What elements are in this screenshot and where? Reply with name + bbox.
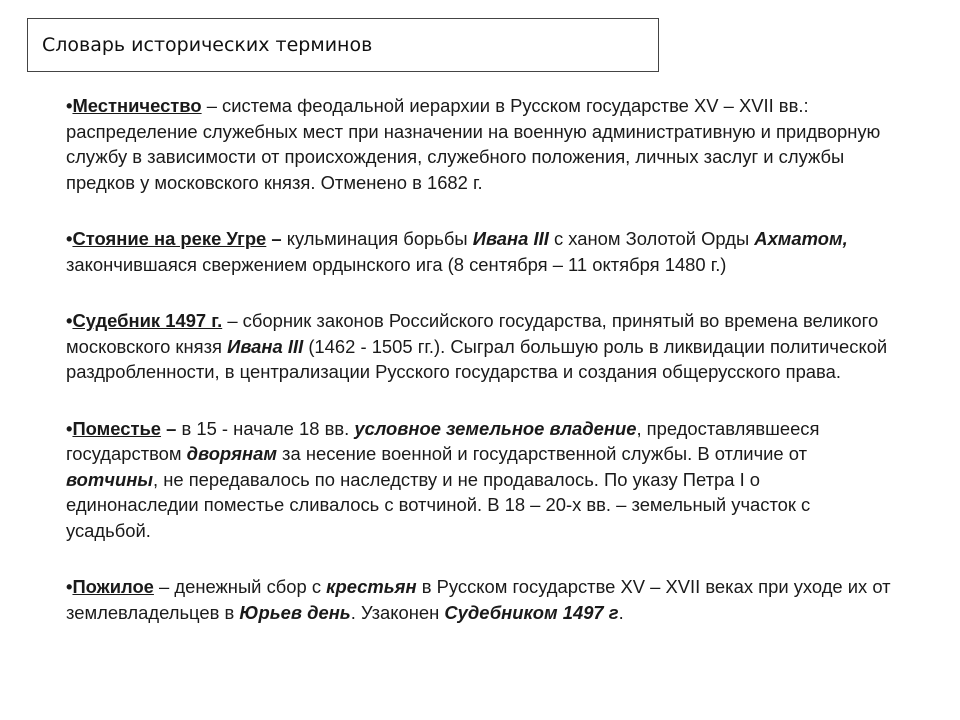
bullet: •: [66, 310, 73, 331]
glossary-entry-pozhiloe: [66, 574, 896, 625]
bullet: •: [66, 417, 73, 439]
emphasis-sudebnik: Судебником 1497 г: [444, 601, 619, 623]
emphasis-peasants: крестьян: [326, 576, 417, 597]
term-dash: –: [161, 417, 177, 439]
definition-text: закончившаяся свержением ордынского ига (8 сентября – 11 октября 1480 г.): [66, 253, 727, 275]
definition-text: в Русском государстве XV – XVII веках при уходе их от землевладельцев в: [66, 576, 891, 623]
bullet: •: [66, 228, 73, 249]
definition-text: кульминация борьбы: [286, 228, 473, 249]
definition-text: – система феодальной иерархии в Русском государстве XV – XVII вв.: распределение служебных мест при назначении на военную административную и придворную службу в зависимости от происхождения, служебного положения, личных заслуг и службы предков у московского князя. Отменено в 1682 г.: [66, 95, 881, 193]
term-mestnichestvo: Местничество: [72, 95, 202, 116]
page-title: Словарь исторических терминов: [42, 34, 373, 56]
emphasis-akhmat: Ахматом,: [754, 228, 848, 249]
definition-text: , предоставлявшееся государством: [66, 417, 820, 464]
term-sudebnik: Судебник 1497 г.: [72, 310, 223, 331]
glossary-entry-ugra: [66, 226, 896, 277]
emphasis-votchina: вотчины: [66, 468, 154, 490]
definition-text: с ханом Золотой Орды: [548, 228, 755, 249]
emphasis-ivan-iii: Ивана III: [227, 335, 304, 357]
term-dash: –: [266, 228, 287, 249]
glossary-entry-mestnichestvo: [66, 93, 896, 195]
emphasis-nobles: дворянам: [186, 443, 277, 464]
emphasis-yuriev-day: Юрьев день: [239, 601, 351, 623]
definition-text: в 15 - начале 18 вв.: [176, 417, 355, 439]
definition-text: за несение военной и государственной службы. В отличие от: [276, 443, 808, 464]
glossary-list: [66, 93, 896, 625]
term-pozhiloe: Пожилое: [72, 576, 154, 597]
definition-text: .: [618, 601, 624, 623]
term-ugra: Стояние на реке Угре: [72, 228, 267, 249]
emphasis-ivan-iii: Ивана III: [472, 228, 549, 249]
emphasis-conditional-land: условное земельное владение: [354, 417, 637, 439]
bullet: •: [66, 576, 73, 597]
definition-text: – денежный сбор с: [153, 576, 327, 597]
bullet: •: [66, 95, 73, 116]
definition-text: (1462 - 1505 гг.). Сыграл большую роль в ликвидации политической раздробленности, в централизации Русского государства и создания общерусского права.: [66, 335, 888, 382]
definition-text: – сборник законов Российского государства, принятый во времена великого московского князя: [66, 310, 879, 357]
definition-text: , не передавалось по наследству и не продавалось. По указу Петра I о единонаследии поместье сливалось с вотчиной. В 18 – 20-х вв. – земельный участок с усадьбой.: [66, 468, 811, 541]
glossary-entry-sudebnik: [66, 308, 896, 385]
term-pomestie: Поместье: [72, 417, 162, 439]
definition-text: . Узаконен: [350, 601, 445, 623]
title-box: [27, 18, 659, 72]
glossary-entry-pomestie: [66, 416, 896, 544]
